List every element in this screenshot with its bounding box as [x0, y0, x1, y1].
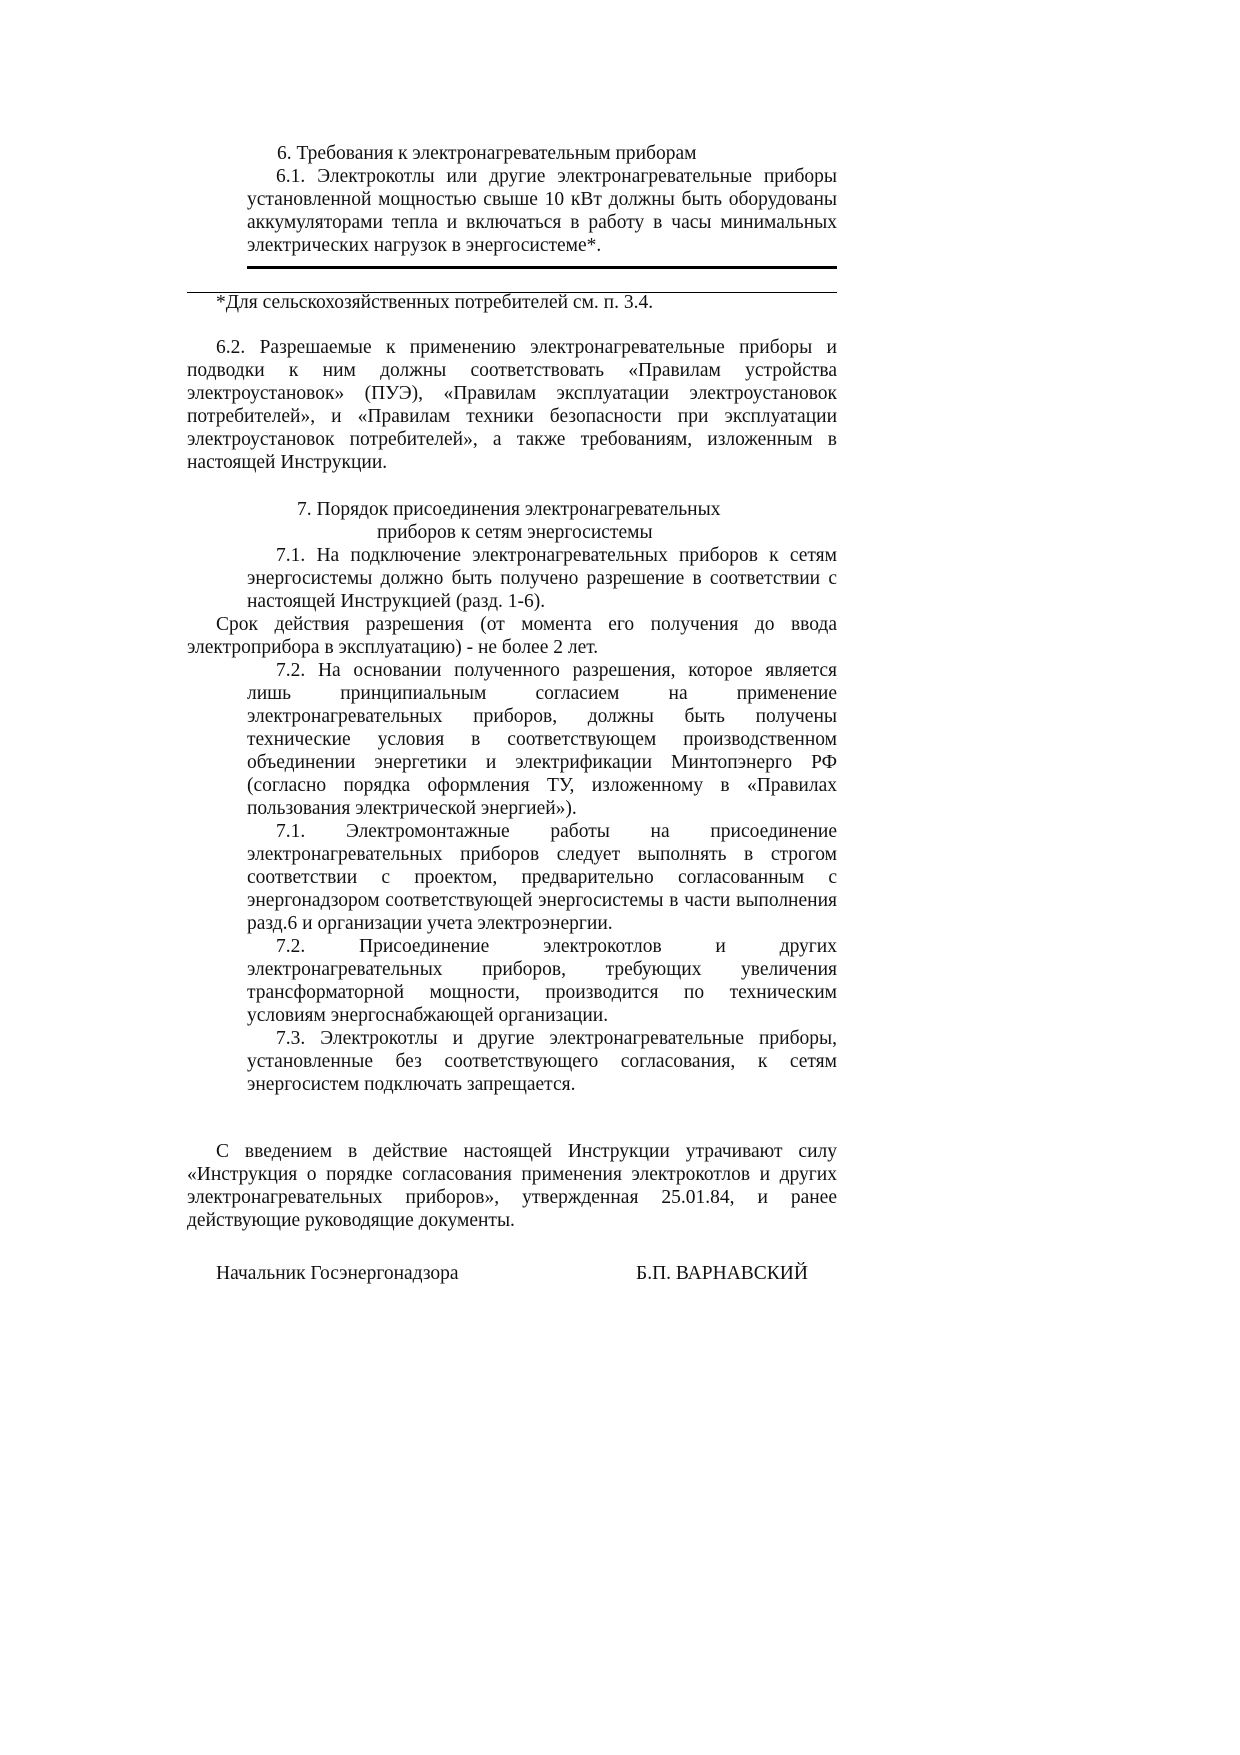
paragraph-6-2-text: 6.2. Разрешаемые к применению электронагревательные приборы и подводки к ним должны соответствовать «Правилам устройства электроустановок» (ПУЭ), «Правилам эксплуатации электроустановок потребителей», и «Правилам техники безопасности при эксплуатации электроустановок потребителей», а также требованиям, изложенным в настоящей Инструкции.	[187, 337, 837, 473]
paragraph-7-2-b-text: 7.2. Присоединение электрокотлов и других электронагревательных приборов, требующих увеличения трансформаторной мощности, производится по техническим условиям энергоснабжающей организации.	[247, 936, 837, 1026]
paragraph-7-2-b	[247, 935, 837, 1027]
footnote	[187, 291, 837, 314]
paragraph-7-2-a-text: 7.2. На основании полученного разрешения, которое является лишь принципиальным согласием на применение электронагревательных приборов, должны быть получены технические условия в соответствующем производственном объединении энергетики и электрификации Минтопэнерго РФ (согласно порядка оформления ТУ, изложенному в «Правилах пользования электрической энергией»).	[247, 660, 837, 819]
paragraph-6-1-text: 6.1. Электрокотлы или другие электронагревательные приборы установленной мощностью свыше 10 кВт должны быть оборудованы аккумуляторами тепла и включаться в работу в часы минимальных электрических нагрузок в энергосистеме*.	[247, 166, 837, 256]
section-6-heading	[187, 142, 837, 165]
footnote-text: *Для сельскохозяйственных потребителей см. п. 3.4.	[216, 292, 654, 313]
permit-term-text: Срок действия разрешения (от момента его получения до ввода электроприбора в эксплуатацию) - не более 2 лет.	[187, 614, 837, 658]
paragraph-7-1-b-text: 7.1. Электромонтажные работы на присоединение электронагревательных приборов следует выполнять в строгом соответствии с проектом, предварительно согласованным с энергонадзором соответствующей энергосистемы в части выполнения разд.6 и организации учета электроэнергии.	[247, 821, 837, 934]
paragraph-7-3	[247, 1027, 837, 1096]
section-7-heading-line1: 7. Порядок присоединения электронагревательных	[297, 499, 721, 520]
paragraph-7-1-a	[247, 544, 837, 613]
section-6-heading-text: 6. Требования к электронагревательным приборам	[277, 143, 697, 164]
paragraph-6-1	[247, 165, 837, 257]
paragraph-7-1-b	[247, 820, 837, 935]
signatory-name: Б.П. ВАРНАВСКИЙ	[636, 1263, 808, 1284]
closing-paragraph	[187, 1140, 837, 1232]
section-divider-thick	[247, 266, 837, 269]
closing-text: С введением в действие настоящей Инструкции утрачивают силу «Инструкция о порядке согласования применения электрокотлов и других электронагревательных приборов», утвержденная 25.01.84, и ранее действующие руководящие документы.	[187, 1141, 837, 1231]
section-7-heading-line2: приборов к сетям энергосистемы	[377, 522, 653, 543]
paragraph-7-2-a	[247, 659, 837, 820]
signatory-position: Начальник Госэнергонадзора	[216, 1263, 459, 1284]
permit-term-paragraph	[187, 613, 837, 659]
paragraph-7-1-a-text: 7.1. На подключение электронагревательных приборов к сетям энергосистемы должно быть получено разрешение в соответствии с настоящей Инструкцией (разд. 1-6).	[247, 545, 837, 612]
paragraph-7-3-text: 7.3. Электрокотлы и другие электронагревательные приборы, установленные без соответствующего согласования, к сетям энергосистем подключать запрещается.	[247, 1028, 837, 1095]
paragraph-6-2	[187, 336, 837, 474]
section-7-heading	[187, 498, 837, 544]
